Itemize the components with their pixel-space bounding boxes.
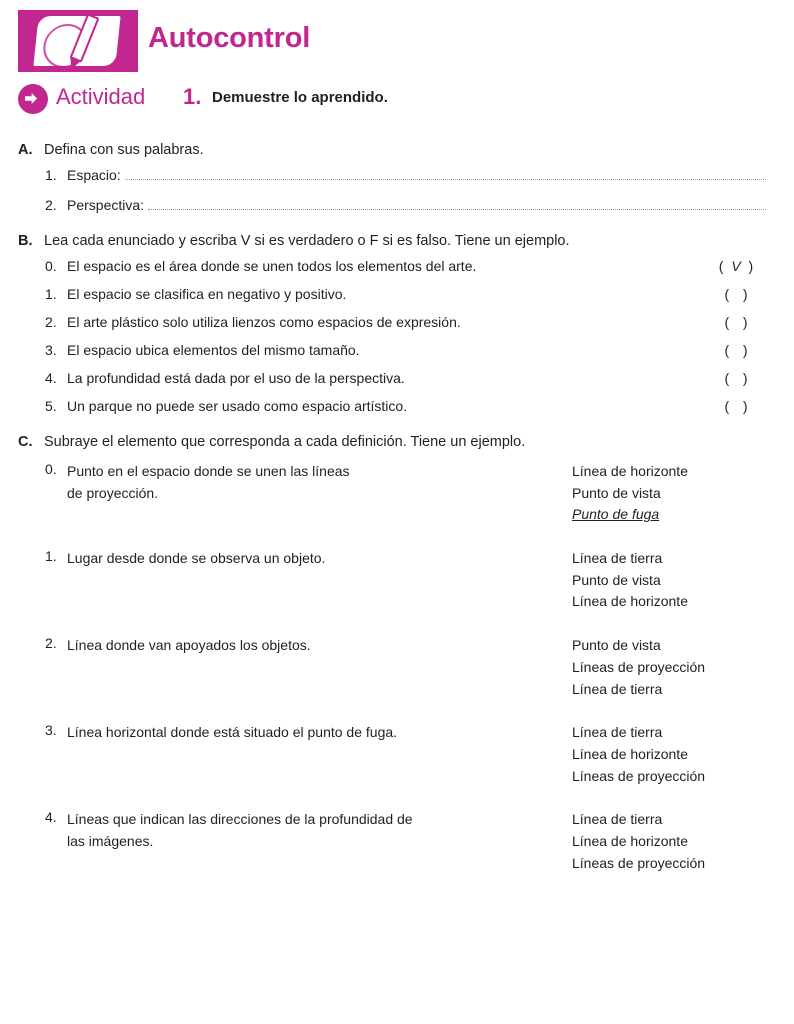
item-options bbox=[572, 635, 770, 700]
item-label: Perspectiva: bbox=[67, 197, 145, 213]
page-title: Autocontrol bbox=[148, 22, 311, 54]
option[interactable]: Línea de tierra bbox=[572, 811, 663, 828]
option[interactable]: Líneas de proyección bbox=[572, 767, 706, 784]
arrow-right-circle-icon bbox=[18, 84, 48, 114]
option[interactable]: Línea de horizonte bbox=[572, 745, 688, 762]
item-prompt bbox=[67, 809, 572, 874]
item-options bbox=[572, 809, 770, 874]
section-b-heading bbox=[18, 233, 770, 249]
item-prompt bbox=[67, 722, 572, 787]
item-number: 2. bbox=[45, 635, 57, 652]
section-c-letter: C. bbox=[18, 434, 33, 450]
answer-box[interactable]: ( ) bbox=[724, 314, 750, 330]
section-c-items bbox=[18, 461, 770, 874]
item-text: El espacio ubica elementos del mismo tamaño. bbox=[67, 342, 360, 358]
list-item bbox=[45, 635, 770, 700]
option[interactable]: Línea de tierra bbox=[572, 550, 663, 567]
option[interactable]: Línea de tierra bbox=[572, 724, 663, 741]
item-number: 4. bbox=[45, 370, 57, 386]
answer-line-perspectiva[interactable] bbox=[148, 198, 766, 210]
item-options bbox=[572, 722, 770, 787]
option[interactable]: Líneas de proyección bbox=[572, 854, 706, 871]
option[interactable]: Línea de tierra bbox=[572, 680, 663, 697]
list-item bbox=[45, 461, 770, 526]
answer-box[interactable]: ( ) bbox=[724, 370, 750, 386]
section-b-instruction: Lea cada enunciado y escriba V si es verdadero o F si es falso. Tiene un ejemplo. bbox=[44, 233, 570, 249]
option[interactable]: Línea de horizonte bbox=[572, 832, 688, 849]
page-header bbox=[0, 0, 794, 78]
answer-box[interactable]: ( V ) bbox=[718, 258, 756, 274]
prompt-line-1: Líneas que indican las direcciones de la profundidad de bbox=[67, 811, 413, 828]
section-b-letter: B. bbox=[18, 233, 33, 249]
section-a-heading bbox=[18, 142, 770, 158]
section-c-instruction: Subraye el elemento que corresponda a cada definición. Tiene un ejemplo. bbox=[44, 434, 526, 450]
item-text: Un parque no puede ser usado como espacio artístico. bbox=[67, 398, 408, 414]
option[interactable]: Punto de vista bbox=[572, 571, 661, 588]
list-item bbox=[45, 286, 770, 302]
item-number: 3. bbox=[45, 342, 57, 358]
activity-label: Actividad bbox=[56, 84, 146, 109]
activity-header bbox=[0, 82, 794, 122]
option[interactable]: Punto de vista bbox=[572, 484, 661, 501]
answer-line-espacio[interactable] bbox=[125, 168, 766, 180]
prompt-line-1: Línea horizontal donde está situado el punto de fuga. bbox=[67, 724, 398, 741]
option[interactable]: Punto de vista bbox=[572, 637, 661, 654]
answer-box[interactable]: ( ) bbox=[724, 342, 750, 358]
activity-subtitle: Demuestre lo aprendido. bbox=[212, 89, 388, 106]
item-text: El espacio se clasifica en negativo y positivo. bbox=[67, 286, 347, 302]
option[interactable]: Línea de horizonte bbox=[572, 593, 688, 610]
section-c bbox=[18, 434, 770, 874]
item-number: 5. bbox=[45, 398, 57, 414]
list-item bbox=[45, 167, 770, 183]
item-number: 3. bbox=[45, 722, 57, 739]
activity-number: 1. bbox=[183, 84, 202, 109]
prompt-line-1: Lugar desde donde se observa un objeto. bbox=[67, 550, 326, 567]
item-text: El espacio es el área donde se unen todos los elementos del arte. bbox=[67, 258, 477, 274]
list-item bbox=[45, 548, 770, 613]
item-text: La profundidad está dada por el uso de la perspectiva. bbox=[67, 370, 405, 386]
answer-box[interactable]: ( ) bbox=[724, 286, 750, 302]
item-prompt bbox=[67, 548, 572, 613]
prompt-line-2: las imágenes. bbox=[67, 832, 154, 849]
list-item bbox=[45, 398, 770, 414]
list-item bbox=[45, 342, 770, 358]
prompt-line-2: de proyección. bbox=[67, 484, 159, 501]
item-options bbox=[572, 461, 770, 526]
item-label: Espacio: bbox=[67, 167, 121, 183]
prompt-line-1: Línea donde van apoyados los objetos. bbox=[67, 637, 311, 654]
item-number: 2. bbox=[45, 314, 57, 330]
item-prompt bbox=[67, 635, 572, 700]
section-a bbox=[18, 142, 770, 213]
worksheet-content bbox=[0, 142, 794, 874]
list-item bbox=[45, 809, 770, 874]
item-number: 1. bbox=[45, 286, 57, 302]
item-number: 0. bbox=[45, 461, 57, 477]
option-selected[interactable]: Punto de fuga bbox=[572, 506, 660, 523]
list-item bbox=[45, 197, 770, 213]
option[interactable]: Líneas de proyección bbox=[572, 658, 706, 675]
item-options bbox=[572, 548, 770, 613]
item-number: 1. bbox=[45, 548, 57, 565]
item-number: 1. bbox=[45, 167, 57, 183]
item-prompt bbox=[67, 461, 572, 526]
item-number: 0. bbox=[45, 258, 57, 274]
section-c-heading bbox=[18, 434, 770, 450]
item-text: El arte plástico solo utiliza lienzos como espacios de expresión. bbox=[67, 314, 461, 330]
option[interactable]: Línea de horizonte bbox=[572, 463, 688, 479]
list-item bbox=[45, 370, 770, 386]
item-number: 4. bbox=[45, 809, 57, 826]
section-b-items bbox=[18, 258, 770, 414]
section-a-letter: A. bbox=[18, 142, 33, 158]
item-number: 2. bbox=[45, 197, 57, 213]
answer-value: V bbox=[731, 258, 743, 274]
prompt-line-1: Punto en el espacio donde se unen las líneas bbox=[67, 463, 350, 479]
section-b bbox=[18, 233, 770, 414]
answer-box[interactable]: ( ) bbox=[724, 398, 750, 414]
list-item bbox=[45, 314, 770, 330]
list-item bbox=[45, 258, 770, 274]
section-a-items bbox=[18, 167, 770, 213]
list-item bbox=[45, 722, 770, 787]
section-a-instruction: Defina con sus palabras. bbox=[44, 142, 204, 158]
